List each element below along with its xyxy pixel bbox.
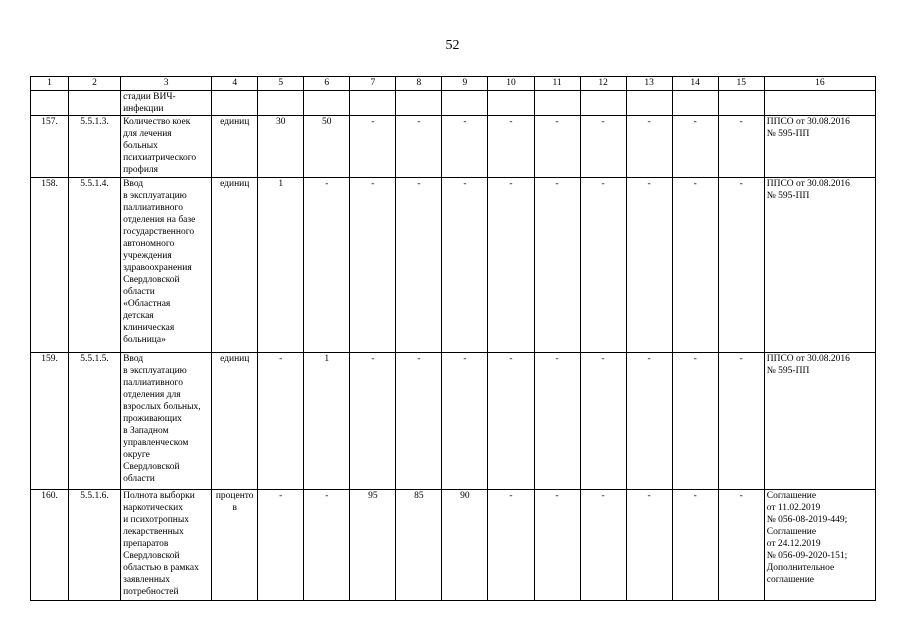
column-header: 15 xyxy=(718,77,764,91)
value-cell: - xyxy=(442,116,488,178)
value-cell xyxy=(442,91,488,116)
value-cell: - xyxy=(488,116,534,178)
indicator-description-cell: Ввод в эксплуатацию паллиативного отделения для взрослых больных, проживающих в Западном управленческом округе Свердловской области xyxy=(121,353,212,490)
value-cell: 1 xyxy=(258,178,304,353)
value-cell xyxy=(396,91,442,116)
header-row xyxy=(31,77,876,91)
value-cell: - xyxy=(626,178,672,353)
value-cell: - xyxy=(718,116,764,178)
table-row xyxy=(31,353,876,490)
value-cell: 30 xyxy=(258,116,304,178)
page-number: 52 xyxy=(445,38,460,53)
value-cell: - xyxy=(580,353,626,490)
indicator-code-cell xyxy=(69,91,121,116)
value-cell: - xyxy=(258,490,304,601)
unit-cell: единиц xyxy=(212,178,258,353)
value-cell: - xyxy=(304,490,350,601)
value-cell: - xyxy=(580,490,626,601)
column-header: 8 xyxy=(396,77,442,91)
value-cell: - xyxy=(442,178,488,353)
value-cell xyxy=(626,91,672,116)
value-cell: - xyxy=(626,116,672,178)
legal-basis-cell xyxy=(764,91,875,116)
value-cell: - xyxy=(672,178,718,353)
indicator-code-cell: 5.5.1.3. xyxy=(69,116,121,178)
table-row xyxy=(31,91,876,116)
value-cell: - xyxy=(258,353,304,490)
value-cell: - xyxy=(580,178,626,353)
value-cell: - xyxy=(442,353,488,490)
indicator-description-cell: Ввод в эксплуатацию паллиативного отделения на базе государственного автономного учреждения здравоохранения Свердловской области «Областная детская клиническая больница» xyxy=(121,178,212,353)
column-header: 1 xyxy=(31,77,69,91)
table-row xyxy=(31,116,876,178)
column-header: 6 xyxy=(304,77,350,91)
value-cell: - xyxy=(626,490,672,601)
row-number-cell: 160. xyxy=(31,490,69,601)
column-header: 12 xyxy=(580,77,626,91)
value-cell: - xyxy=(488,178,534,353)
value-cell: - xyxy=(488,490,534,601)
value-cell xyxy=(580,91,626,116)
row-number-cell xyxy=(31,91,69,116)
column-header: 5 xyxy=(258,77,304,91)
table-row xyxy=(31,178,876,353)
value-cell: - xyxy=(488,353,534,490)
value-cell: - xyxy=(534,353,580,490)
row-number-cell: 157. xyxy=(31,116,69,178)
value-cell: 85 xyxy=(396,490,442,601)
value-cell: - xyxy=(396,178,442,353)
legal-basis-cell: ППСО от 30.08.2016 № 595-ПП xyxy=(764,353,875,490)
value-cell: - xyxy=(350,178,396,353)
unit-cell: единиц xyxy=(212,116,258,178)
value-cell: - xyxy=(718,353,764,490)
indicator-description-cell: Полнота выборки наркотических и психотропных лекарственных препаратов Свердловской областью в рамках заявленных потребностей xyxy=(121,490,212,601)
legal-basis-cell: ППСО от 30.08.2016 № 595-ПП xyxy=(764,116,875,178)
indicator-code-cell: 5.5.1.5. xyxy=(69,353,121,490)
value-cell: - xyxy=(718,178,764,353)
value-cell: - xyxy=(350,116,396,178)
column-header: 11 xyxy=(534,77,580,91)
value-cell xyxy=(258,91,304,116)
unit-cell xyxy=(212,91,258,116)
value-cell: 95 xyxy=(350,490,396,601)
value-cell: - xyxy=(672,116,718,178)
column-header: 10 xyxy=(488,77,534,91)
indicators-table xyxy=(30,76,876,601)
value-cell: 90 xyxy=(442,490,488,601)
unit-cell: единиц xyxy=(212,353,258,490)
value-cell: - xyxy=(350,353,396,490)
value-cell: - xyxy=(304,178,350,353)
column-header: 9 xyxy=(442,77,488,91)
value-cell: - xyxy=(672,490,718,601)
value-cell xyxy=(718,91,764,116)
legal-basis-cell: ППСО от 30.08.2016 № 595-ПП xyxy=(764,178,875,353)
value-cell xyxy=(488,91,534,116)
value-cell: - xyxy=(534,178,580,353)
value-cell xyxy=(350,91,396,116)
value-cell: - xyxy=(672,353,718,490)
value-cell xyxy=(304,91,350,116)
value-cell: 1 xyxy=(304,353,350,490)
indicator-description-cell: стадии ВИЧ- инфекции xyxy=(121,91,212,116)
value-cell: - xyxy=(396,353,442,490)
value-cell: - xyxy=(396,116,442,178)
unit-cell: процентов xyxy=(212,490,258,601)
column-header: 16 xyxy=(764,77,875,91)
table-row xyxy=(31,490,876,601)
column-header: 4 xyxy=(212,77,258,91)
value-cell xyxy=(672,91,718,116)
column-header: 7 xyxy=(350,77,396,91)
value-cell: - xyxy=(626,353,672,490)
legal-basis-cell: Соглашение от 11.02.2019 № 056-08-2019-449; Соглашение от 24.12.2019 № 056-09-2020-151; Дополнительное соглашение xyxy=(764,490,875,601)
row-number-cell: 158. xyxy=(31,178,69,353)
value-cell xyxy=(534,91,580,116)
indicator-description-cell: Количество коек для лечения больных психиатрического профиля xyxy=(121,116,212,178)
column-header: 2 xyxy=(69,77,121,91)
value-cell: - xyxy=(718,490,764,601)
value-cell: - xyxy=(580,116,626,178)
indicator-code-cell: 5.5.1.6. xyxy=(69,490,121,601)
value-cell: - xyxy=(534,116,580,178)
indicator-code-cell: 5.5.1.4. xyxy=(69,178,121,353)
value-cell: - xyxy=(534,490,580,601)
value-cell: 50 xyxy=(304,116,350,178)
column-header: 14 xyxy=(672,77,718,91)
column-header: 3 xyxy=(121,77,212,91)
row-number-cell: 159. xyxy=(31,353,69,490)
column-header: 13 xyxy=(626,77,672,91)
